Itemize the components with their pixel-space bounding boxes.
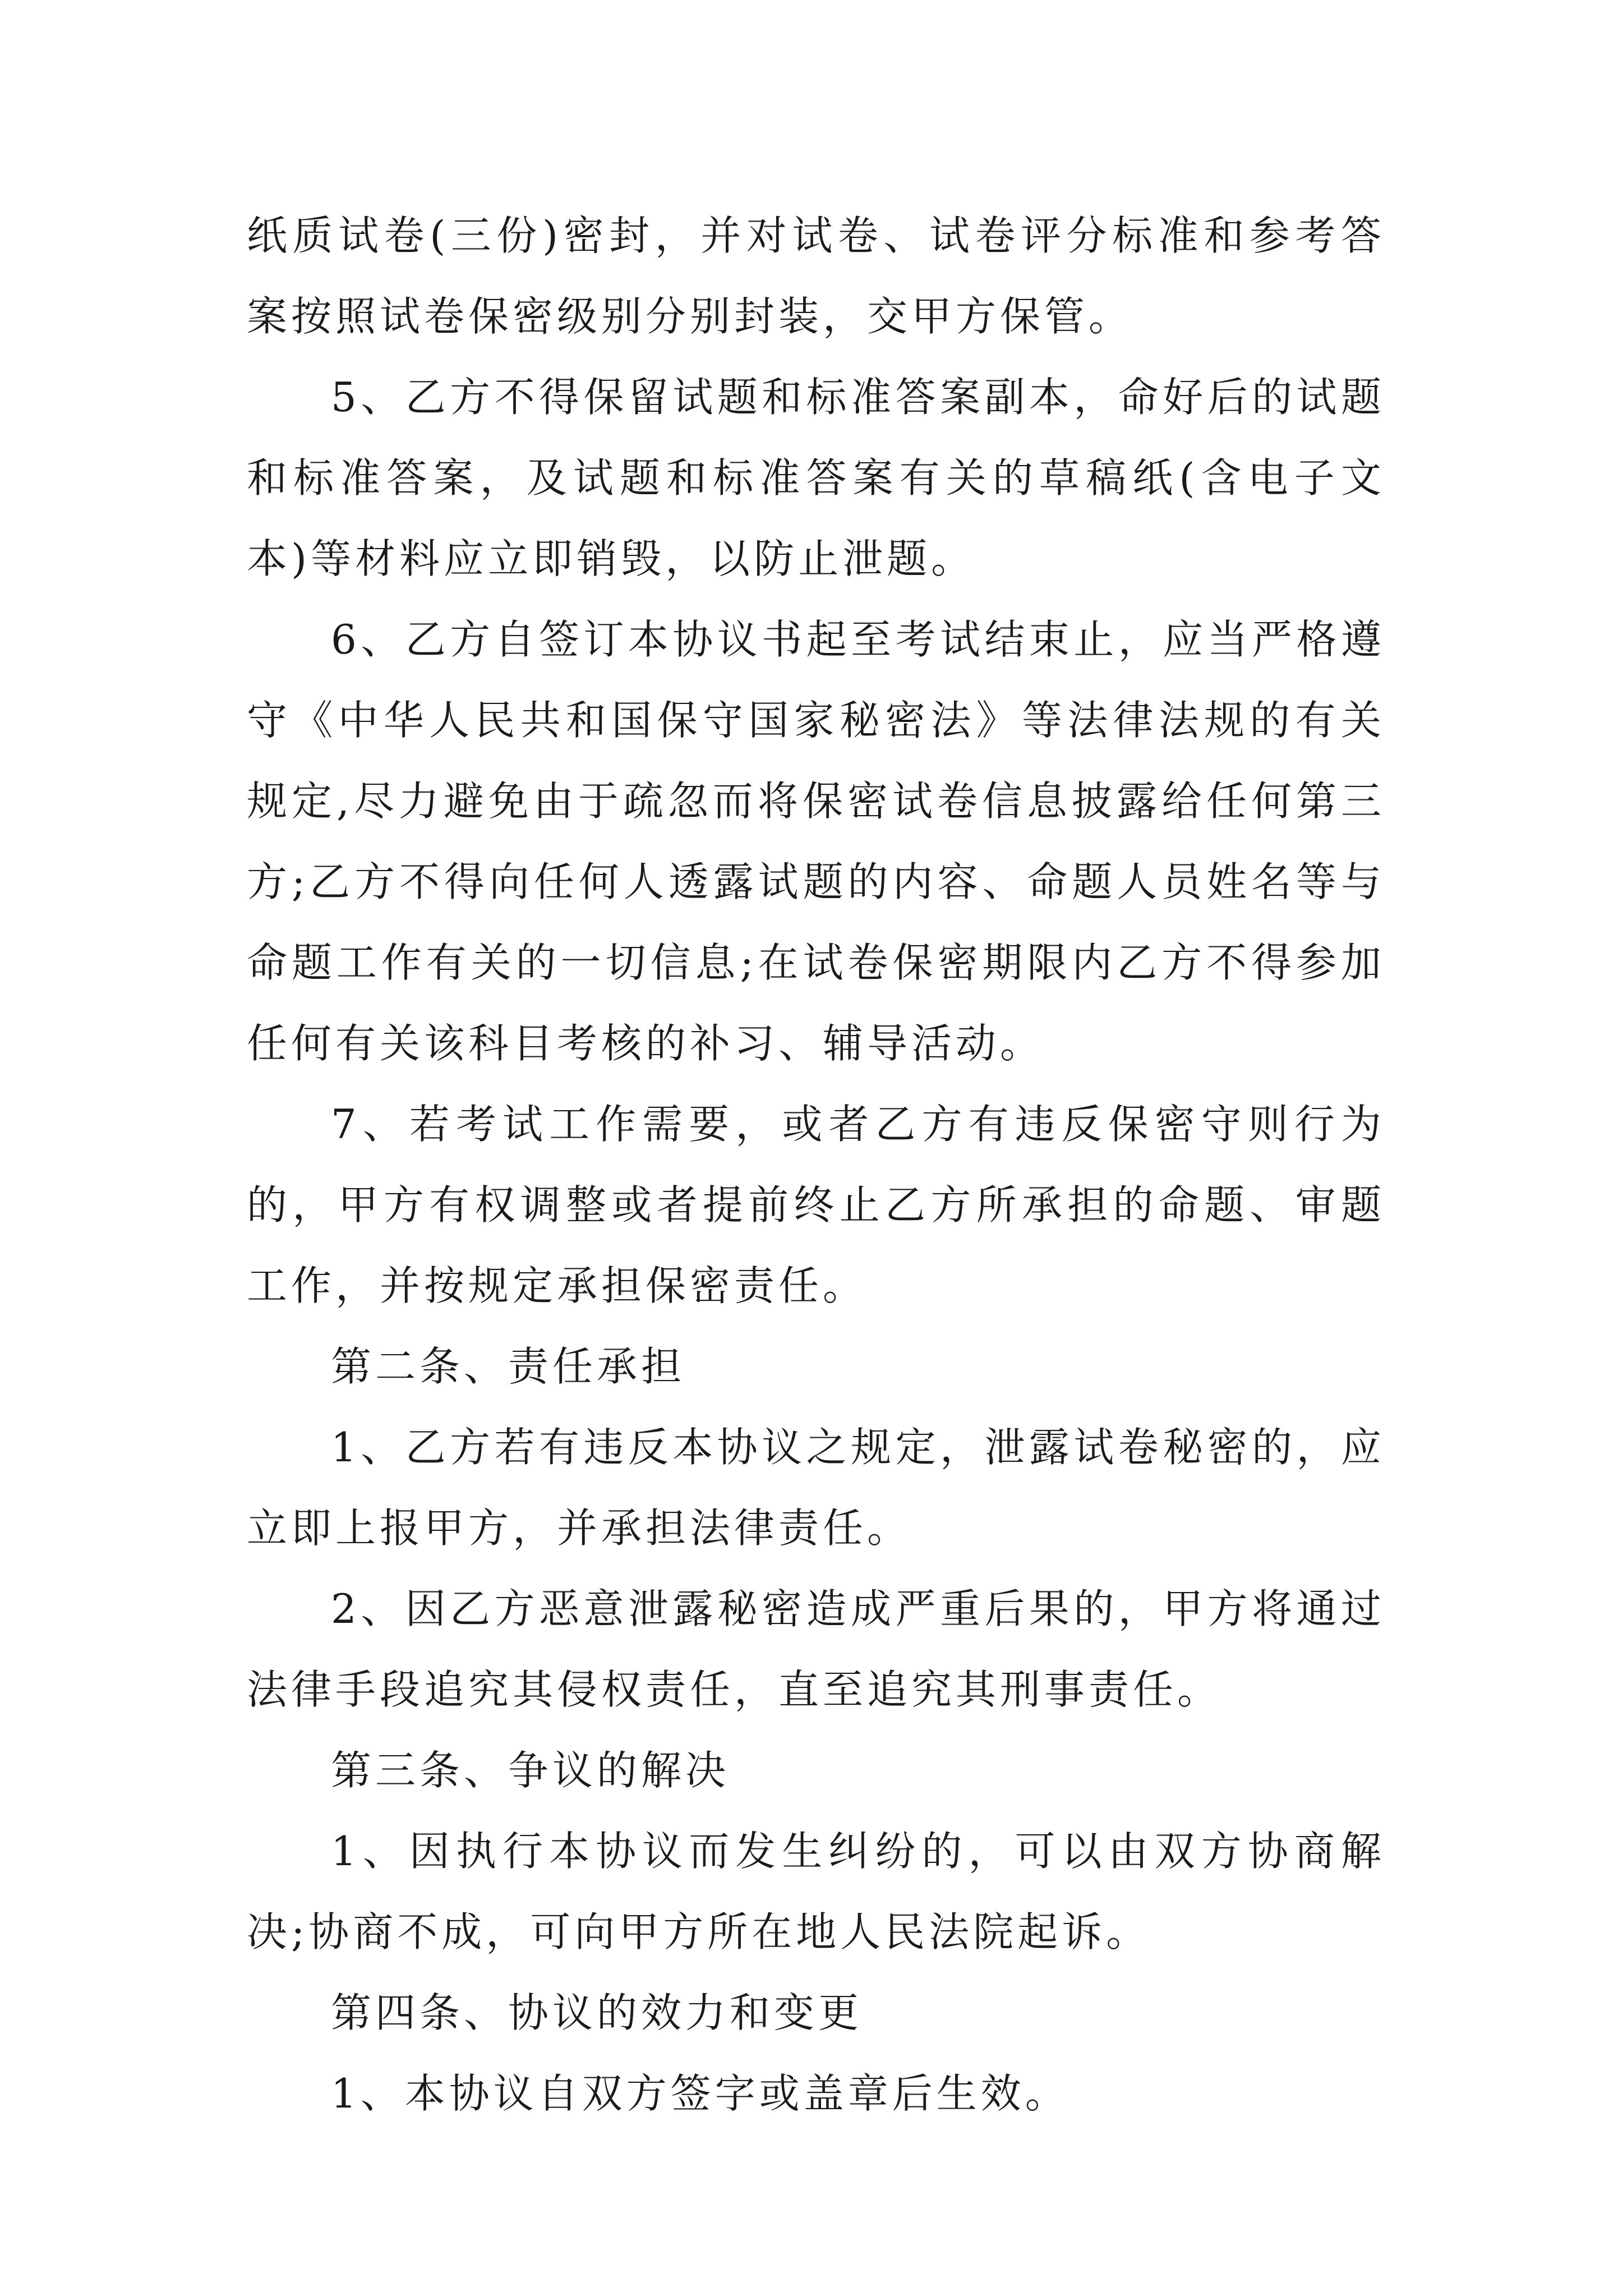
section-heading-article-3: 第三条、争议的解决: [331, 1747, 730, 1794]
paragraph-article-2-clause-1: 1、乙方若有违反本协议之规定，泄露试卷秘密的，应立即上报甲方，并承担法律责任。: [247, 1424, 1385, 1552]
paragraph-continuation: 纸质试卷(三份)密封，并对试卷、试卷评分标准和参考答案按照试卷保密级别分别封装，交甲方保管。: [247, 212, 1385, 340]
paragraph-article-3-clause-1: 1、因执行本协议而发生纠纷的，可以由双方协商解决;协商不成，可向甲方所在地人民法院起诉。: [247, 1828, 1385, 1955]
section-heading-article-4: 第四条、协议的效力和变更: [331, 1989, 863, 2036]
paragraph-article-4-clause-1: 1、本协议自双方签字或盖章后生效。: [331, 2070, 1069, 2117]
paragraph-clause-7: 7、若考试工作需要，或者乙方有违反保密守则行为的，甲方有权调整或者提前终止乙方所承担的命题、审题工作，并按规定承担保密责任。: [247, 1101, 1385, 1309]
paragraph-clause-6: 6、乙方自签订本协议书起至考试结束止，应当严格遵守《中华人民共和国保守国家秘密法》等法律法规的有关规定,尽力避免由于疏忽而将保密试卷信息披露给任何第三方;乙方不得向任何人透露试题的内容、命题人员姓名等与命题工作有关的一切信息;在试卷保密期限内乙方不得参加任何有关该科目考核的补习、辅导活动。: [247, 616, 1385, 1067]
paragraph-clause-5: 5、乙方不得保留试题和标准答案副本，命好后的试题和标准答案，及试题和标准答案有关的草稿纸(含电子文本)等材料应立即销毁，以防止泄题。: [247, 374, 1385, 582]
section-heading-article-2: 第二条、责任承担: [331, 1343, 686, 1390]
paragraph-article-2-clause-2: 2、因乙方恶意泄露秘密造成严重后果的，甲方将通过法律手段追究其侵权责任，直至追究其刑事责任。: [247, 1585, 1385, 1713]
document-body: [247, 195, 1385, 2134]
